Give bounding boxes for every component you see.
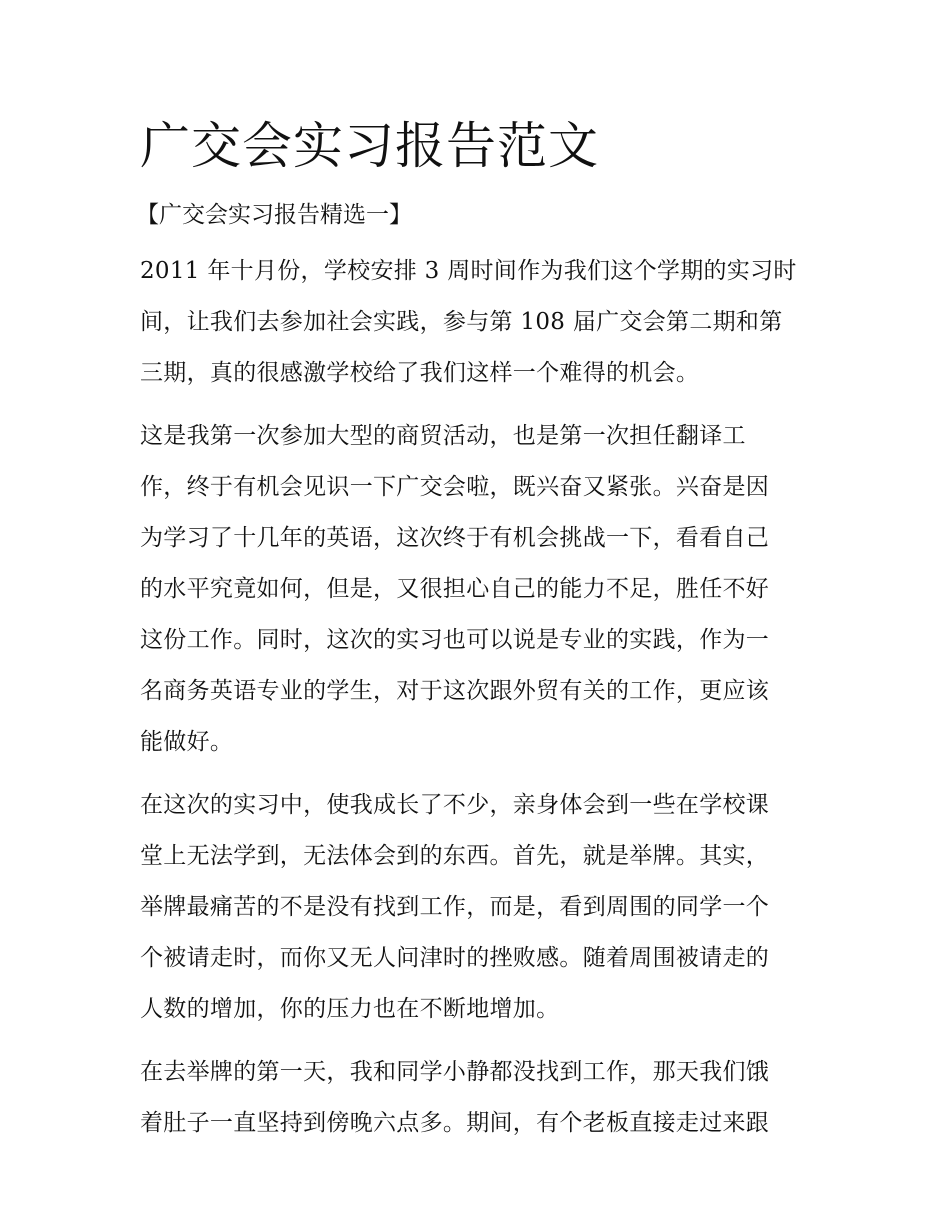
paragraph-1 xyxy=(140,246,816,399)
paragraph-line: 能做好。 xyxy=(140,729,234,755)
paragraph-line: 这份工作。同时，这次的实习也可以说是专业的实践，作为一 xyxy=(140,627,770,653)
paragraph-line: 作，终于有机会见识一下广交会啦，既兴奋又紧张。兴奋是因 xyxy=(140,474,770,500)
paragraph-line: 人数的增加，你的压力也在不断地增加。 xyxy=(140,996,560,1022)
paragraph-line: 间，让我们去参加社会实践，参与第 108 届广交会第二期和第 xyxy=(140,309,783,335)
document-title: 广交会实习报告范文 xyxy=(140,117,599,175)
document-body xyxy=(136,112,816,1149)
paragraph-line: 为学习了十几年的英语，这次终于有机会挑战一下，看看自己 xyxy=(140,525,770,551)
paragraph-line: 这是我第一次参加大型的商贸活动，也是第一次担任翻译工 xyxy=(140,423,746,449)
paragraph-2 xyxy=(140,411,816,768)
paragraph-line: 名商务英语专业的学生，对于这次跟外贸有关的工作，更应该 xyxy=(140,678,770,704)
paragraph-line: 举牌最痛苦的不是没有找到工作，而是，看到周围的同学一个 xyxy=(140,894,770,920)
paragraph-line: 在去举牌的第一天，我和同学小静都没找到工作，那天我们饿 xyxy=(140,1059,770,1085)
paragraph-line: 在这次的实习中，使我成长了不少，亲身体会到一些在学校课 xyxy=(140,792,770,818)
paragraph-line: 堂上无法学到，无法体会到的东西。首先，就是举牌。其实， xyxy=(140,843,770,869)
paragraph-line: 着肚子一直坚持到傍晚六点多。期间，有个老板直接走过来跟 xyxy=(140,1110,770,1136)
paragraph-4 xyxy=(140,1047,816,1149)
paragraph-line: 的水平究竟如何，但是，又很担心自己的能力不足，胜任不好 xyxy=(140,576,770,602)
paragraph-line: 2011 年十月份，学校安排 3 周时间作为我们这个学期的实习时 xyxy=(140,258,797,284)
section-heading: 【广交会实习报告精选一】 xyxy=(136,202,412,228)
paragraph-3 xyxy=(140,780,816,1035)
paragraph-line: 三期，真的很感激学校给了我们这样一个难得的机会。 xyxy=(140,360,700,386)
paragraph-line: 个被请走时，而你又无人问津时的挫败感。随着周围被请走的 xyxy=(140,945,770,971)
